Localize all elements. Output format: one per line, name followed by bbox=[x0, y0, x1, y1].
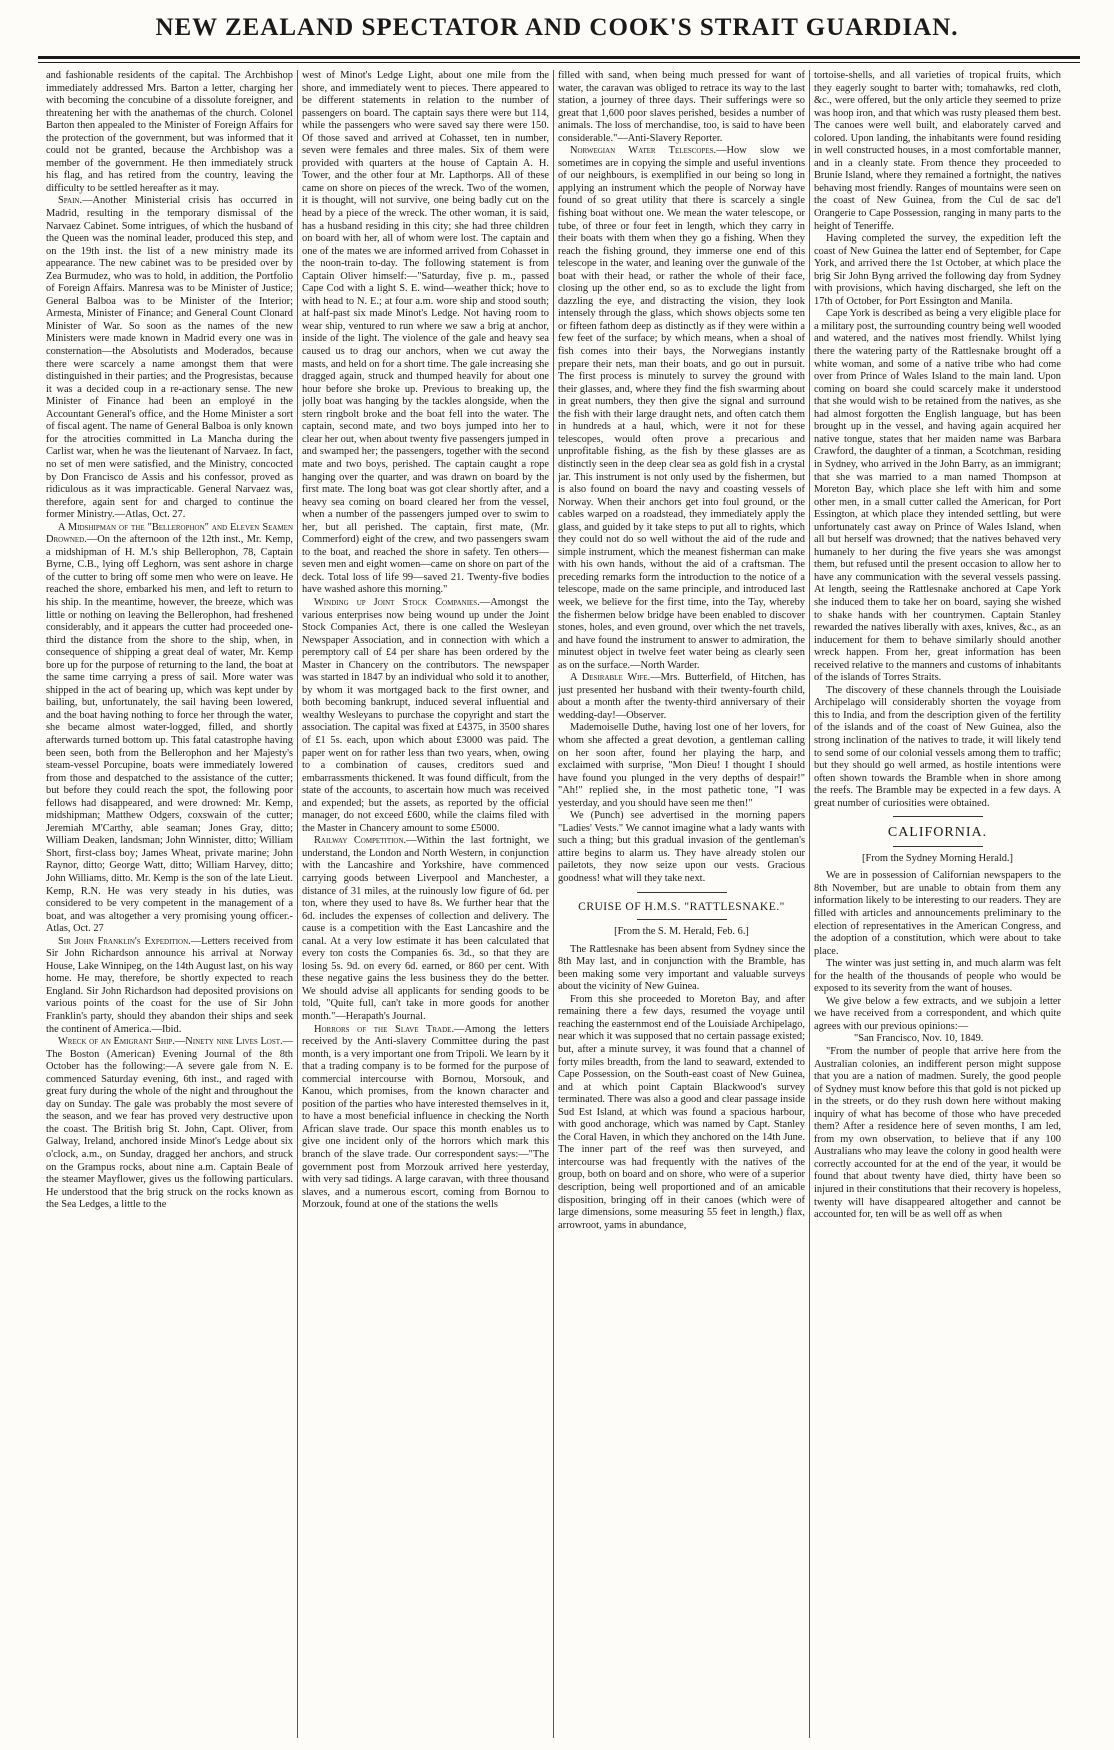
section-rule bbox=[893, 846, 983, 847]
article-title: Sir John Franklin's Expedition. bbox=[58, 935, 191, 947]
masthead: NEW ZEALAND SPECTATOR AND COOK'S STRAIT GUARDIAN. bbox=[155, 14, 959, 41]
article-paragraph: Mademoiselle Duthe, having lost one of her lovers, for whom she affected a great devotion, a gentleman calling on her soon after, found her playing the harp, and exclaimed with surprise, "Mon Dieu! I thought I should have found you plunged in the very depths of despair!" "Ah!" replied she, in the most pathetic tone, "I was yesterday, and you should have seen me then!" bbox=[558, 722, 805, 809]
article-title: Railway Competition. bbox=[314, 835, 407, 847]
article-title: Winding up Joint Stock Companies. bbox=[314, 596, 480, 608]
article-title: Wreck of an Emigrant Ship.—Ninety nine Lives Lost. bbox=[58, 1036, 283, 1048]
column-4 bbox=[814, 70, 1061, 1740]
article-paragraph: The Rattlesnake has been absent from Sydney since the 8th May last, and in conjunction with the Bramble, has been making some very important and valuable surveys about the vicinity of New Guinea. bbox=[558, 943, 805, 993]
article-spain bbox=[46, 195, 293, 521]
article-title: Horrors of the Slave Trade. bbox=[314, 1023, 455, 1035]
article-body: —The Boston (American) Evening Journal of the 8th October has the following:—A severe gale from N. E. commenced Saturday evening, 6th inst., and raged with great fury during the whole of the night and throughout the day on Sunday. The gale was probably the most severe of the season, and we fear has proved very destructive upon the coast. The British brig St. John, Capt. Oliver, from Galway, Ireland, anchored inside Minot's Ledge about six o'clock, a.m., on Sunday, dragged her anchors, and struck on the Grampus rocks, about nine a.m. Captain Beale of the steamer Mayflower, gives us the following particulars. He understood that the brig struck on the rocks known as the Sea Ledges, a little to the bbox=[46, 1036, 293, 1211]
article-wreck bbox=[46, 1036, 293, 1212]
article-paragraph: We (Punch) see advertised in the morning papers "Ladies' Vests." We cannot imagine what a lady wants with such a thing; but this gradual invasion of the gentleman's attire begins to alarm us. They have already stolen our pailetots, they now seize upon our vests. Gracious goodness! what will they take next. bbox=[558, 810, 805, 884]
article-paragraph: The discovery of these channels through the Louisiade Archipelago will considerably shorten the voyage from this to India, and from the description given of the fertility of the islands and of the coast of New Guinea, also the strong inclination of the natives to trade, it will likely tend to send some of our colonial vessels among them to traffic; but they should go well armed, as hostile intentions were often shown towards the Bramble when in shore among the reefs. The Bramble may be expected in a few days. A great number of curiosities were obtained. bbox=[814, 684, 1061, 809]
article-paragraph: Having completed the survey, the expedition left the coast of New Guinea the latter end of September, for Cape York, and arrived there the 1st October, at which place the brig Sir John Byng arrived the following day from Sydney with provisions, which having discharged, she left on the 17th of October, for Port Essington and Manila. bbox=[814, 233, 1061, 307]
article-title: A Desirable Wife. bbox=[570, 672, 651, 684]
article-body: —Within the last fortnight, we understand, the London and North Western, in conjunction with the Lancashire and Yorkshire, have commenced carrying goods between Liverpool and Manchester, a distance of 31 miles, at the ruinously low figure of 6d. per ton, where they used to have 8s. We further hear that the 6d. includes the expenses of collection and delivery. The cause is a competition with the East Lancashire and the canal. At a very low estimate it has been calculated that every ton costs the Companies 6s. 3d., so that they are losing 5s. 9d. on every 6d. earned, or 860 per cent. With these negative gains the less business they do the better. We should advise all applicants for sending goods to be told, "Quite full, can't take in more goods for another month."—Herapath's Journal. bbox=[302, 835, 549, 1023]
section-rule bbox=[637, 919, 727, 920]
column-divider bbox=[297, 70, 298, 1738]
article-paragraph: filled with sand, when being much pressed for want of water, the caravan was obliged to retrace its way to the last station, a journey of three days. Their sufferings were so great that 1,600 poor slaves perished, besides a number of animals. The loss of merchandise, too, is said to have been considerable."—Anti-Slavery Reporter. bbox=[558, 70, 805, 144]
column-3 bbox=[558, 70, 805, 1740]
section-heading: CRUISE OF H.M.S. "RATTLESNAKE." bbox=[578, 900, 785, 913]
article-paragraph: west of Minot's Ledge Light, about one mile from the shore, and immediately went to pieces. There appeared to be different statements in relation to the number of passengers on board. The captain says there were but 114, while the passengers who were saved say there were 150. Of those saved and arrived at Cohasset, ten in number, seven were females and three males. Six of them were provided with quarters at the house of Captain A. H. Tower, and the other four at Mr. Lapthorps. All of these came on shore on pieces of the wreck. Two of the women, it is thought, will not survive, one being badly cut on the head by a piece of the wreck. The other woman, it is said, has a husband residing in this city; she had three children on board with her, all of whom were lost. The captain and one of the mates we are informed arrived from Cohasset in the noon-train to-day. The following statement is from Captain Oliver himself:—"Saturday, five p. m., passed Cape Cod with a light S. E. wind—weather thick; hove to with head to N. E.; at four a.m. wore ship and stood south; at half-past six made Minot's Ledge. Not having room to wear ship, ventured to run where we saw a brig at anchor, inside of the light. The violence of the gale and heavy sea caused us to drag our anchors, when we cut away the masts, and held on for a short time. The gale increasing she dragged again, struck and thumped heavily for about one hour before she broke up. Previous to breaking up, the jolly boat was hanging by the tackles alongside, when the stern ringbolt broke and the boat fell into the water. The captain, second mate, and two boys jumped into her to clear her out, when about twenty five passengers jumped in and swamped her; the passengers, together with the second mate and two boys, perished. The captain caught a rope hanging over the quarter, and was drawn on board by the first mate. The long boat was got clear shortly after, and a heavy sea coming on board cleared her from the vessel, when a number of the passengers jumped over to swim to her, but all perished. The captain, first mate, (Mr. Commerford) eight of the crew, and two passengers swam to the boat, and reached the shore in safety. Ten others—seven men and eight women—came on shore on part of the deck. Total loss of life 99—saved 21. Twenty-five bodies have washed ashore this morning." bbox=[302, 70, 549, 596]
article-body: —How slow we sometimes are in copying the simple and useful inventions of our neighbours, is exemplified in our being so long in applying an instrument which the people of Norway have found of so great utility that there is scarcely a single fishing boat without one. We mean the water telescope, or tube, of three or four feet in length, which they carry in their boats with them when they go a fishing. When they reach the fishing ground, they immerse one end of this telescope in the water, and leaning over the gunwale of the boat with their head, or rather the whole of their face, closing up the other end, so as to exclude the light from dazzling the eye, and distracting the vision, they look intensely through the glass, which shows objects some ten or fifteen fathom deep as distinctly as if they were within a few feet of the surface; by which means, when a shoal of fish comes into their bays, the Norwegians instantly prepare their nets, man their boats, and go out in pursuit. The first process is minutely to survey the ground with their glasses, and, where they find the fish swarming about in great numbers, they then give the signal and surround the fish with their large draught nets, and often catch them in hundreds at a haul, which, were it not for these telescopes, would often prove a precarious and unprofitable fishing, as the fish by these glasses are as distinctly seen in the deep clear sea as gold fish in a crystal jar. This instrument is not only used by the fishermen, but is also found on board the navy and coasting vessels of Norway. When their anchors get into foul ground, or the cables warped on a roadstead, they immediately apply the glass, and guided by it take steps to put all to rights, which they could not do so well without the aid of the rude and simple instrument, which the meanest fisherman can make with his own hands, without the aid of a craftsman. The preceding remarks form the introduction to the notice of a telescope, made on the same principle, and introduced last week, we believe for the first time, into the Tay, whereby the fishermen below bridge have been enabled to discover stones, holes, and even ground, over which the net travels, and have found the instrument to answer to admiration, the minutest object in twelve feet water being as clearly seen as on the surface.—North Warder. bbox=[558, 145, 805, 671]
section-rule bbox=[637, 892, 727, 893]
article-body: —Among the letters received by the Anti-slavery Committee during the past month, is a very important one from Tripoli. We learn by it that a trading company is to be formed for the purpose of commercial intercourse with Bornou, Morsouk, and Kanou, which promises, from the known character and position of the parties who have interested themselves in it, to have a most beneficial influence in checking the North African slave trade. Our space this month enables us to give one incident only of the horrors which mark this branch of the slave trade. Our correspondent says:—"The government post from Morzouk arrived here yesterday, with very sad tidings. A large caravan, with three thousand slaves, and a numerous escort, coming from Bornou to Morzouk, found at one of the stations the wells bbox=[302, 1023, 549, 1211]
article-winding-up bbox=[302, 597, 549, 835]
article-body: —Mrs. Butterfield, of Hitchen, has just presented her husband with their twenty-fourth child, about a month after the twenty-third anniversary of their wedding-day!—Observer. bbox=[558, 672, 805, 721]
article-body: —On the afternoon of the 12th inst., Mr. Kemp, a midshipman of H. M.'s ship Bellerophon, 78, Captain Byrne, C.B., lying off Leghorn, was sent ashore in charge of the cutter to bring off some men who were on leave. He reached the shore, embarked his men, and left to return to his ship. In the meantime, however, the breeze, which was little or nothing on leaving the Bellerophon, had freshened considerably, and it appears the cutter had proceeded one-third the distance from the shore to the ship, when, in consequence of shipping a great deal of water, Mr. Kemp bore up for the purpose of returning to the land, the boat at the same time carrying a press of sail. More water was shipped in the act of bearing up, which was kept under by bailing, but, unfortunately, the sail having been lowered, and the boat having nothing to force her through the water, she became almost water-logged, filled, and shortly afterwards turned bottom up. This fatal catastrophe having been seen, both from the Bellerophon and her Majesty's steam-vessel Porcupine, boats were immediately lowered from those and despatched to the assistance of the cutter; but before they could reach the spot, the following poor fellows had disappeared, and were drowned: Mr. Kemp, midshipman; Matthew Odgers, coxswain of the cutter; Jeremiah M'Carthy, able seaman; Jones Gray, ditto; William Deaken, landsman; John Winnister, ditto; William Short, first-class boy; James Wheat, private marine; John Raynor, ditto; George Watt, ditto; William Harvey, ditto; John Williams, ditto. Mr. Kemp is the son of the late Lieut. Kemp, R.N. He was very steady in his duties, was considered to be very competent in the management of a boat, and was altogether a very promising young officer.-Atlas, Oct. 27 bbox=[46, 534, 293, 935]
section-rule bbox=[893, 816, 983, 817]
article-paragraph: We are in possession of Californian newspapers to the 8th November, but are unable to obtain from them any information likely to be interesting to our readers. They are filled with articles and announcements preliminary to the election of representatives in the American Congress, and the adoption of a constitution, which were about to take place. bbox=[814, 870, 1061, 957]
column-2 bbox=[302, 70, 549, 1740]
source-line: [From the S. M. Herald, Feb. 6.] bbox=[614, 926, 749, 938]
article-midshipman bbox=[46, 522, 293, 936]
article-paragraph: "From the number of people that arrive here from the Australian colonies, an indifferent person might suppose that you are a nation of madmen. Surely, the good people of Sydney must know before this that gold is not picked up in the streets, or do they rush down here without making inquiry of what has become of those who have preceded them? After a residence here of seven months, I am led, from my own observation, to believe that if any 100 Australians who may leave the colony in good health were correctly accounted for at the end of the year, it would be found that about twenty have died, thirty have been so injured in their constitutions that their recovery is hopeless, twenty will have disappeared altogether and cannot be accounted for, ten will be as well off as when bbox=[814, 1046, 1061, 1221]
masthead-rule-thin bbox=[38, 62, 1080, 63]
article-water-telescopes bbox=[558, 145, 805, 672]
article-body: —Amongst the various enterprises now being wound up under the Joint Stock Companies Act, there is one called the Wesleyan Newspaper Association, and in connection with which a peremptory call of £4 per share has been ordered by the Master in Chancery on the contributors. The newspaper was started in 1847 by an individual who sold it to another, by whom it was mortgaged back to the first owner, and both becoming bankrupt, induced several influential and wealthy Wesleyans to purchase the copyright and start the association. The capital was fixed at £4375, in 3500 shares of £1 5s. each, upon which about £3000 was paid. The paper went on for rather less than two years, when, owing to a combination of causes, creditors sued and embarrassments thickened. It was found difficult, from the state of the accounts, to ascertain how much was received and expended; but the assets, as reported by the official manager, do not exceed £600, while the claims filed with the Master in Chancery amount to some £5000. bbox=[302, 596, 549, 834]
article-body: —Another Ministerial crisis has occurred in Madrid, resulting in the temporary dismissal of the Narvaez Cabinet. Some intrigues, of which the husband of the Queen was the nominal leader, produced this step, and on the 19th inst. the list of a new ministry made its appearance. The new cabinet was to be presided over by Zea Burmudez, who was to hold, in addition, the Portfolio of Foreign Affairs. Manresa was to be Minister of Justice; General Balboa was to be Minister of the Interior; Armesta, Minister of Finance; and General Count Clonard Minister of War. So soon as the names of the new Ministers were made known in Madrid every one was in consternation—the Absolutists and Moderados, because there were scarcely a name amongst them that were distinguished in their parties; and the Progresistas, because it was a decided coup in a re-actionary sense. The new Minister of Finance had been an employé in the Accountant General's office, and the Home Minister a sort of fiscal agent. The name of General Balboa is only known for the atrocities committed in La Mancha during the Carlist war, when he was the lieutenant of Narvaez. In fact, no set of men were satisfied, and the Ministry, concocted by Don Francisco de Assis and his confessor, proved as ridiculous as it was impracticable. General Narvaez was, therefore, again sent for and charged to continue the former Ministry.—Atlas, Oct. 27. bbox=[46, 195, 293, 521]
article-desirable-wife bbox=[558, 672, 805, 722]
masthead-rule-thick bbox=[38, 56, 1080, 59]
article-paragraph: Cape York is described as being a very eligible place for a military post, the surrounding country being well wooded and watered, and the natives most friendly. Whilst lying there the watering party of the Rattlesnake brought off a white woman, and some of a native tribe who had come over from Prince of Wales Island to the main land. Upon coming on board she could scarcely make it understood that she would wish to be retained from the natives, as she had almost forgotten the English language, but has been brought up in the vessel, and having again acquired her native tongue, states that her maiden name was Barbara Crawford, the daughter of a tinman, a Scotchman, residing in Sydney, who arrived in the John Barry, as an immigrant; that she was married to a man named Thompson at Moreton Bay, which place she left with him and some other men, in a small cutter called the American, for Port Essington, at which place they intended settling, but were unfortunately cast away on Prince of Wales Island, when all but herself was drowned; that the natives behaved very humanely to her during the five years she was amongst them, but refused until the present occasion to allow her to have any communication with the several vessels passing. At length, seeing the Rattlesnake anchored at Cape York she induced them to take her on board, saying she wished to shake hands with her countrymen. Captain Stanley rewarded the natives liberally with axes, knives, &c., as an inducement for them to behave similarly should another wreck happen. From her, great information has been received relative to the manners and customs of inhabitants of the islands of Torres Straits. bbox=[814, 308, 1061, 684]
article-railway bbox=[302, 835, 549, 1023]
dateline: "San Francisco, Nov. 10, 1849. bbox=[854, 1033, 984, 1045]
article-paragraph: and fashionable residents of the capital. The Archbishop immediately addressed Mrs. Barton a letter, charging her with becoming the concubine of a dissolute foreigner, and threatening her with the anathemas of the church. Colonel Barton then appealed to the Minister of Foreign Affairs for the protection of the government, but was informed that it could not be granted, because the Archbishop was a member of the government. He then immediately struck his flag, and has retired from the country, leaving the difficulty to be settled hereafter as it may. bbox=[46, 70, 293, 194]
article-body: —Letters received from Sir John Richardson announce his arrival at Norway House, Lake Winnipeg, on the 14th August last, on his way home. He may, therefore, be shortly expected to reach England. Sir John Richardson had deposited provisions on various points of the coast for the use of Sir John Franklin's party, should they abandon their ships and seek the continent of America.—Ibid. bbox=[46, 935, 293, 1035]
article-paragraph: We give below a few extracts, and we subjoin a letter we have received from a correspondent, and which quite agrees with our previous opinions:— bbox=[814, 995, 1061, 1032]
article-paragraph: From this she proceeded to Moreton Bay, and after remaining there a few days, resumed the voyage until reaching the easternmost end of the Louisiade Archipelago, near which it was supposed that no certain passage existed; but, after a minute survey, it was found that a channel of forty miles breadth, from the land to seaward, extended to Cape Possession, on the South-east coast of New Guinea, and at which point Captain Blackwood's survey terminated. There was also a good and clear passage inside Sud Est Island, at which was found a spacious harbour, with good anchorage, which was named by Capt. Stanley the Coral Haven, in which they anchored on the 14th June. The inner part of the reef was then surveyed, and intercourse was had frequently with the natives of the group, both on board and on shore, who were of a superior description, being well proportioned and of an amicable disposition, bringing off in their canoes (which were of large dimensions, some measuring 55 feet in length,) flax, arrowroot, yams in abundance, bbox=[558, 993, 805, 1231]
article-title: Spain. bbox=[58, 195, 83, 207]
article-title: A Midshipman of the "Bellerophon" and Eleven Seamen Drowned. bbox=[46, 521, 293, 546]
column-divider bbox=[809, 70, 810, 1738]
article-paragraph: tortoise-shells, and all varieties of tropical fruits, which they eagerly sought to barter with; tomahawks, red cloth, &c., were offered, but the only article they seemed to prize was hoop iron, and that which was rusty pleased them best. The canoes were well built, and elaborately carved and colored. Upon landing, the inhabitants were found residing in well constructed houses, in a most comfortable manner, and in a cleanly state. From thence they proceeded to Brunie Island, where they remained a fortnight, the natives behaving most friendly. Ranges of mountains were seen on the coast of New Guinea, from the Cul de sac de'l Orangerie to Cape Possession, ranging in many parts to the height of Teneriffe. bbox=[814, 70, 1061, 232]
column-divider bbox=[553, 70, 554, 1738]
column-1 bbox=[46, 70, 293, 1740]
article-paragraph: The winter was just setting in, and much alarm was felt for the health of the thousands of people who would be exposed to its severity from the want of houses. bbox=[814, 958, 1061, 995]
article-slave-trade bbox=[302, 1024, 549, 1212]
article-title: Norwegian Water Telescopes. bbox=[570, 145, 717, 157]
article-franklin bbox=[46, 936, 293, 1036]
source-line: [From the Sydney Morning Herald.] bbox=[862, 852, 1013, 864]
section-heading: CALIFORNIA. bbox=[887, 825, 988, 841]
